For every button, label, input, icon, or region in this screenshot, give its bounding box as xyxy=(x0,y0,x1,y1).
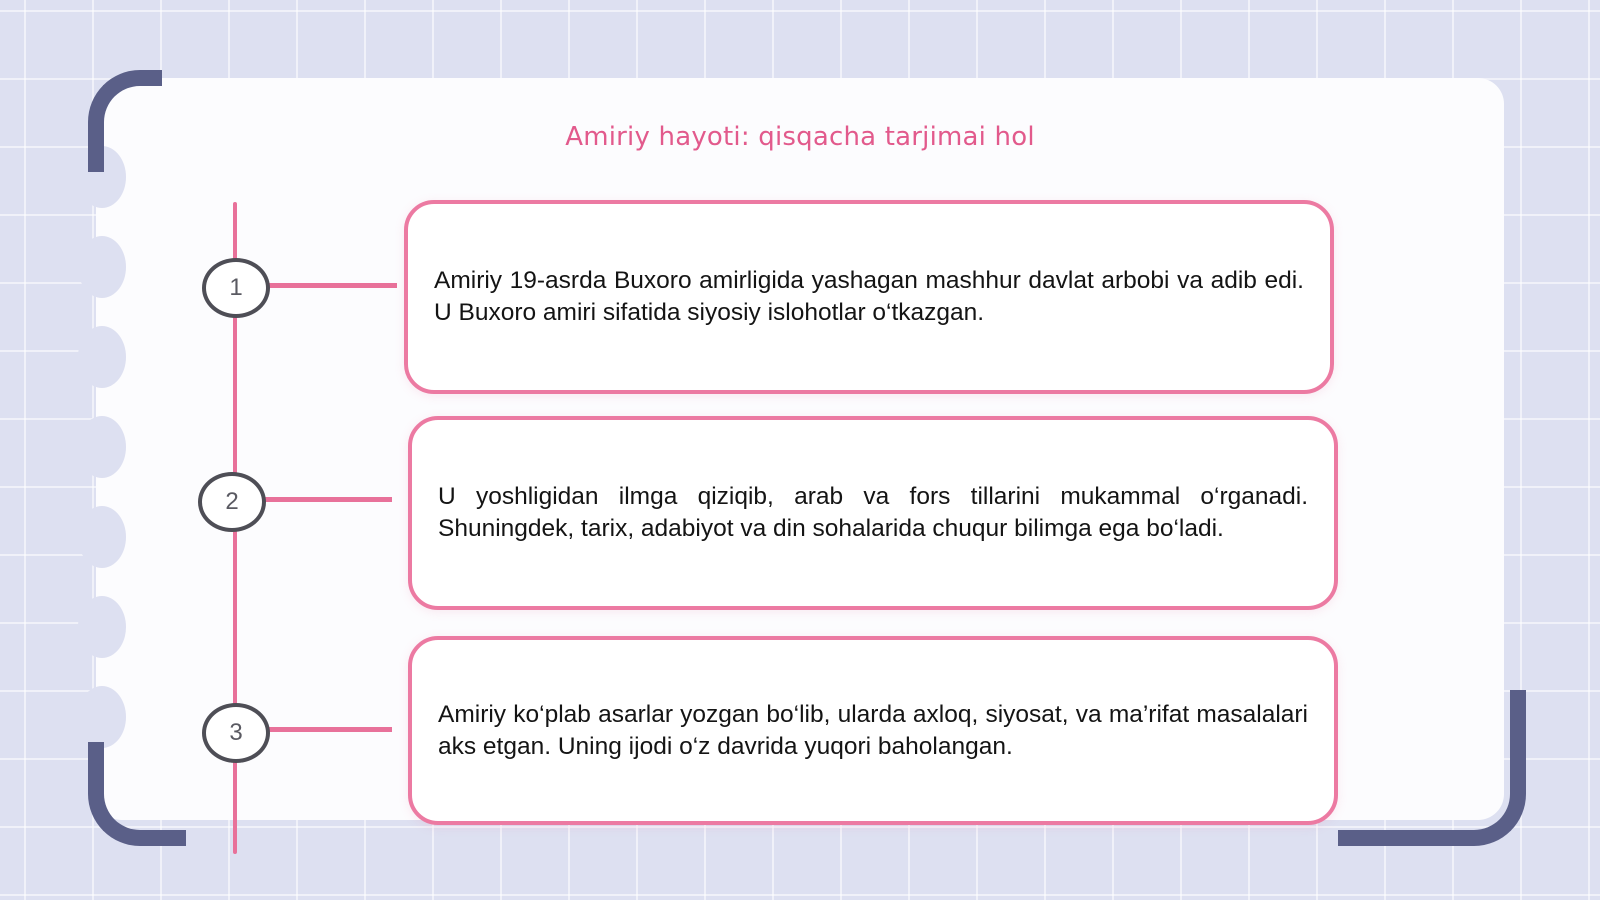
info-box-step-3 xyxy=(408,636,1338,825)
binder-notch xyxy=(78,416,126,478)
binder-notch xyxy=(78,236,126,298)
slide-title: Amiriy hayoti: qisqacha tarjimai hol xyxy=(565,122,1035,152)
info-box-step-1 xyxy=(404,200,1334,394)
corner-bracket-bottom-left xyxy=(88,742,186,846)
step-number-badge: 3 xyxy=(202,703,270,763)
step-number-badge: 2 xyxy=(198,472,266,532)
step-description: Amiriy ko‘plab asarlar yozgan bo‘lib, ularda axloq, siyosat, va ma’rifat masalalari aks etgan. Uning ijodi o‘z davrida yuqori baholangan. xyxy=(438,700,1308,760)
step-connector xyxy=(258,497,392,502)
step-connector xyxy=(262,727,392,732)
step-number-badge: 1 xyxy=(202,258,270,318)
step-description: U yoshligidan ilmga qiziqib, arab va fors tillarini mukammal o‘rganadi. Shuningdek, tarix, adabiyot va din sohalarida chuqur bilimga ega bo‘ladi. xyxy=(438,483,1308,542)
binder-notch xyxy=(78,326,126,388)
step-connector xyxy=(262,283,397,288)
corner-bracket-bottom-right xyxy=(1338,690,1526,846)
binder-notch xyxy=(78,506,126,568)
corner-bracket-top-left xyxy=(88,70,162,172)
binder-notch xyxy=(78,596,126,658)
step-description: Amiriy 19-asrda Buxoro amirligida yashagan mashhur davlat arbobi va adib edi. U Buxoro amiri sifatida siyosiy islohotlar o‘tkazgan. xyxy=(434,267,1304,326)
info-box-step-2 xyxy=(408,416,1338,610)
binder-notch xyxy=(78,686,126,748)
